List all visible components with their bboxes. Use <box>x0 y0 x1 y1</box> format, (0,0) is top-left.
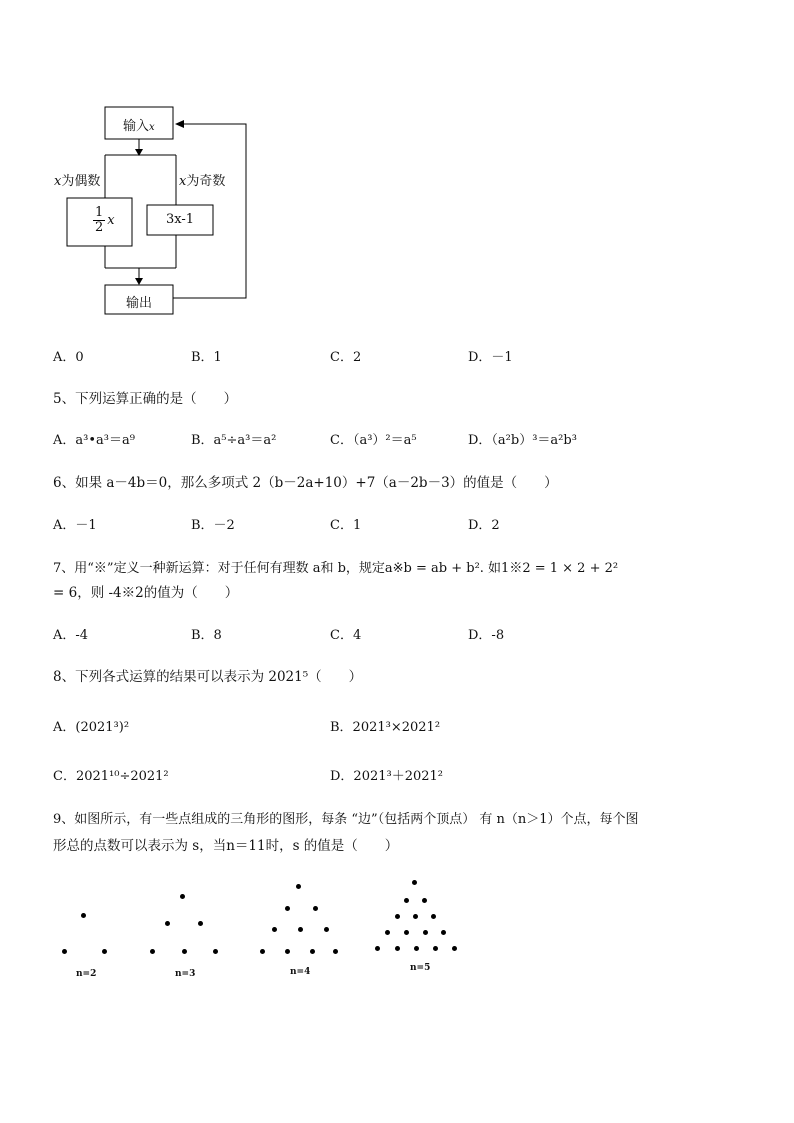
q7-option-c: C．4 <box>330 628 362 643</box>
q8-option-b: B．2021³×2021² <box>330 720 441 735</box>
dot <box>213 949 218 954</box>
figure-label-n5: n=5 <box>410 963 431 973</box>
dot <box>182 949 187 954</box>
odd-text: 为奇数 <box>186 174 226 189</box>
odd-branch-label <box>179 170 225 189</box>
dot <box>150 949 155 954</box>
q6-option-c: C．1 <box>330 518 362 533</box>
q9-stem-line2: 形总的点数可以表示为 s，当n＝11时，s 的值是（ ） <box>53 838 399 854</box>
figure-label-n2: n=2 <box>76 969 97 979</box>
arrow-left <box>175 120 184 128</box>
dot <box>198 921 203 926</box>
q9-stem-line1: 9、如图所示，有一些点组成的三角形的图形，每条 “边”（包括两个顶点） 有 n（n＞1）个点，每个图 <box>53 812 639 827</box>
dot <box>272 927 277 932</box>
q5-stem: 5、下列运算正确的是（ ） <box>53 391 238 407</box>
figure-label-n3: n=3 <box>175 969 196 979</box>
q4-option-a: A．0 <box>53 350 84 365</box>
q8-option-a: A．(2021³)² <box>53 720 130 735</box>
dot <box>296 884 301 889</box>
flowchart <box>0 0 794 330</box>
q8-option-d: D．2021³＋2021² <box>330 769 444 784</box>
dot <box>441 930 446 935</box>
dot <box>285 949 290 954</box>
dot <box>285 906 290 911</box>
dot <box>385 930 390 935</box>
q6-option-b: B．－2 <box>191 518 235 533</box>
dot <box>324 927 329 932</box>
dot <box>404 898 409 903</box>
fraction-var: x <box>107 213 115 228</box>
dot <box>165 921 170 926</box>
q7-stem-line1: 7、用“※”定义一种新运算：对于任何有理数 a和 b，规定a※b = ab + b². 如1※2 = 1 × 2 + 2² <box>53 561 619 576</box>
dot <box>423 930 428 935</box>
q7-stem-line2: = 6，则 -4※2的值为（ ） <box>53 585 239 601</box>
input-var: x <box>149 122 155 133</box>
dot <box>404 930 409 935</box>
q7-option-a: A．-4 <box>53 628 89 643</box>
q5-option-b: B．a⁵÷a³＝a² <box>191 433 277 448</box>
q6-option-d: D．2 <box>468 518 500 533</box>
input-label <box>123 115 155 134</box>
dot <box>414 946 419 951</box>
dot <box>413 914 418 919</box>
dot <box>313 906 318 911</box>
even-branch-label <box>54 170 100 189</box>
dot <box>433 946 438 951</box>
output-label: 输出 <box>126 296 153 311</box>
dot <box>310 949 315 954</box>
q4-option-b: B．1 <box>191 350 222 365</box>
odd-operation: 3x-1 <box>166 212 195 227</box>
dot <box>298 927 303 932</box>
fraction-numerator: 1 <box>95 205 104 220</box>
dot <box>395 914 400 919</box>
odd-var: x <box>179 174 187 189</box>
dot <box>412 880 417 885</box>
q5-option-d: D．（a²b）³＝a²b³ <box>468 433 577 448</box>
fraction-denominator: 2 <box>95 220 104 235</box>
input-text: 输入 <box>123 119 150 134</box>
q7-option-d: D．-8 <box>468 628 505 643</box>
dot <box>395 946 400 951</box>
q4-option-d: D．－1 <box>468 350 513 365</box>
dot <box>452 946 457 951</box>
q8-stem: 8、下列各式运算的结果可以表示为 2021⁵（ ） <box>53 669 363 685</box>
q7-option-b: B．8 <box>191 628 222 643</box>
q5-option-c: C．（a³）²＝a⁵ <box>330 433 417 448</box>
even-var: x <box>54 174 62 189</box>
dot <box>375 946 380 951</box>
dot <box>81 913 86 918</box>
even-text: 为偶数 <box>61 174 101 189</box>
dot <box>333 949 338 954</box>
q6-stem: 6、如果 a－4b＝0，那么多项式 2（b－2a+10）+7（a－2b－3）的值是（ ） <box>53 475 558 491</box>
dot <box>102 949 107 954</box>
dot <box>62 949 67 954</box>
half-fraction <box>93 206 115 235</box>
dot <box>422 898 427 903</box>
figure-label-n4: n=4 <box>290 967 311 977</box>
dot <box>260 949 265 954</box>
dot <box>431 914 436 919</box>
q5-option-a: A．a³•a³＝a⁹ <box>53 433 135 448</box>
q6-option-a: A．－1 <box>53 518 97 533</box>
q8-option-c: C．2021¹⁰÷2021² <box>53 769 169 784</box>
q4-option-c: C．2 <box>330 350 362 365</box>
arrow-down-2 <box>135 278 143 285</box>
dot <box>180 894 185 899</box>
